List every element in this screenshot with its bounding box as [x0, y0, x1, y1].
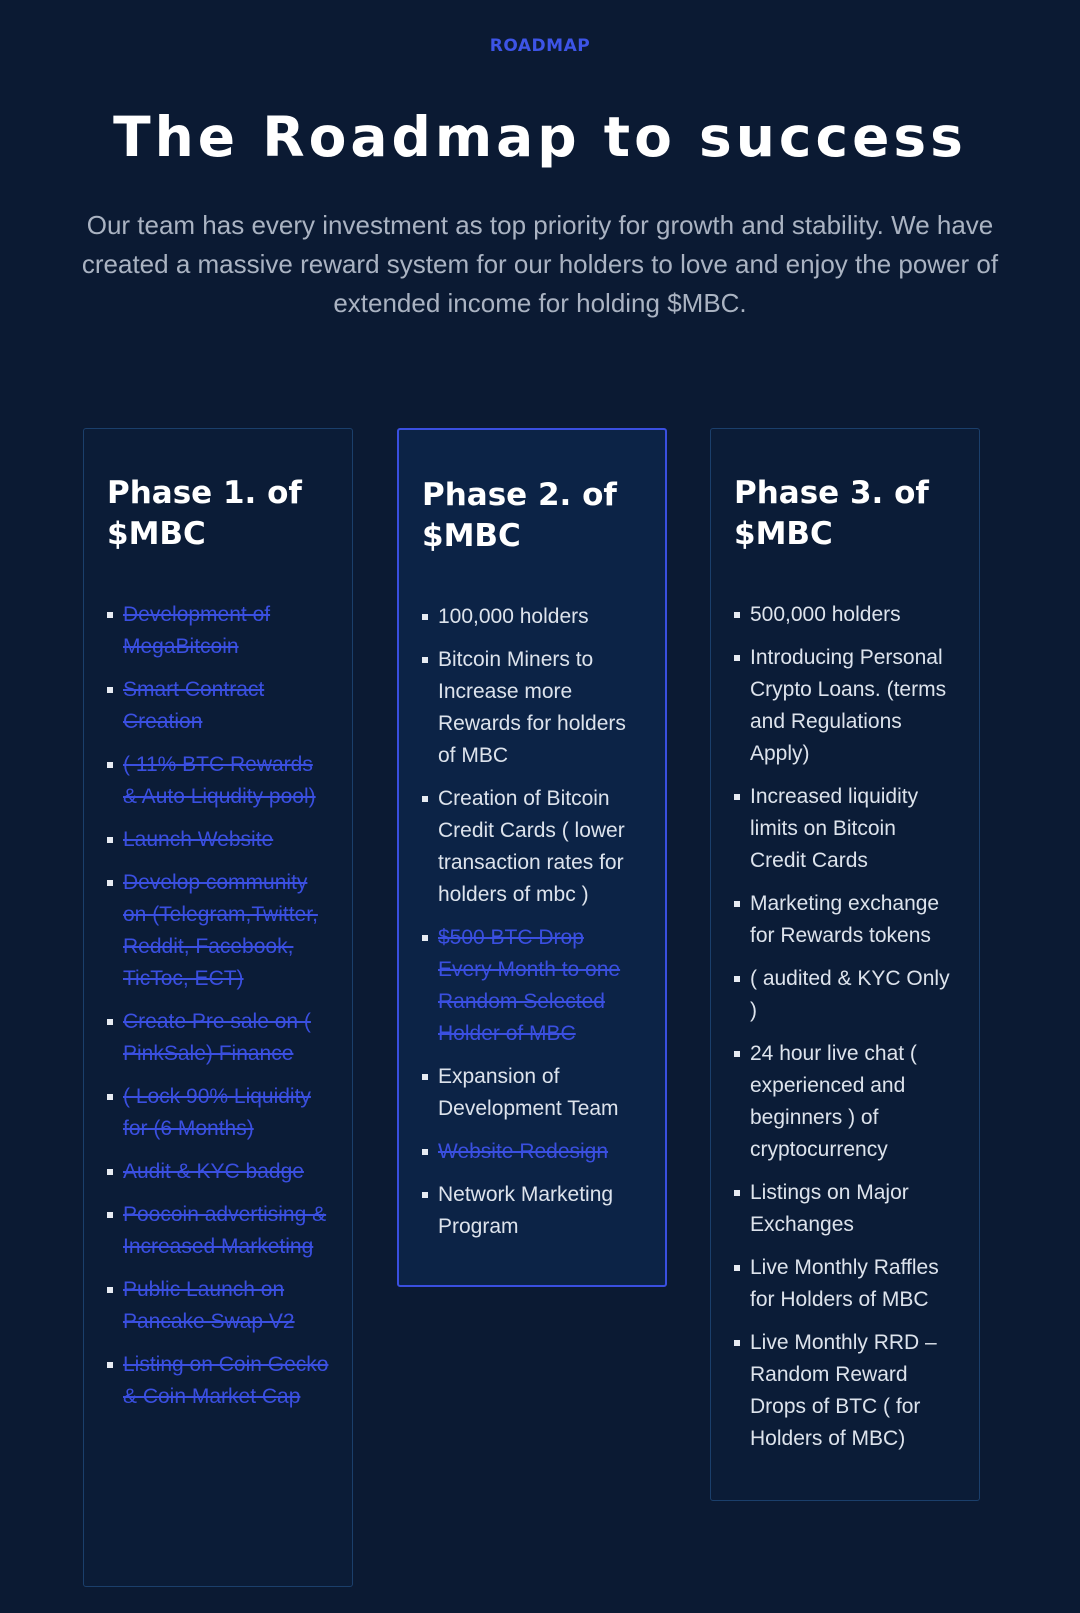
roadmap-item-text: Live Monthly Raffles for Holders of MBC — [750, 1256, 939, 1311]
square-bullet-icon — [107, 1212, 113, 1218]
roadmap-item-text: Bitcoin Miners to Increase more Rewards for holders of MBC — [438, 648, 626, 767]
square-bullet-icon — [107, 762, 113, 768]
roadmap-item-text: Poocoin advertising & Increased Marketing — [123, 1203, 327, 1258]
square-bullet-icon — [107, 612, 113, 618]
roadmap-item — [107, 1199, 330, 1263]
roadmap-item — [734, 781, 957, 877]
roadmap-item — [107, 824, 330, 856]
square-bullet-icon — [107, 880, 113, 886]
square-bullet-icon — [422, 935, 428, 941]
square-bullet-icon — [107, 687, 113, 693]
roadmap-item-text: Development of MegaBitcoin — [123, 603, 271, 658]
roadmap-item — [734, 1177, 957, 1241]
roadmap-item — [422, 1179, 643, 1243]
roadmap-item-text: Smart Contract Creation — [123, 678, 265, 733]
roadmap-item — [107, 1274, 330, 1338]
roadmap-item — [107, 1156, 330, 1188]
roadmap-item-text: Listings on Major Exchanges — [750, 1181, 909, 1236]
roadmap-item-text: Website Redesign — [438, 1140, 609, 1163]
roadmap-item — [107, 1349, 330, 1413]
square-bullet-icon — [422, 1074, 428, 1080]
roadmap-item-text: 24 hour live chat ( experienced and beginners ) of cryptocurrency — [750, 1042, 917, 1161]
phase-2-title: Phase 2. of $MBC — [422, 477, 617, 554]
roadmap-item-text: Network Marketing Program — [438, 1183, 614, 1238]
roadmap-item-text: Creation of Bitcoin Credit Cards ( lower transaction rates for holders of mbc ) — [438, 787, 625, 906]
square-bullet-icon — [734, 901, 740, 907]
roadmap-kicker: ROADMAP — [489, 36, 591, 56]
square-bullet-icon — [734, 612, 740, 618]
roadmap-item-text: Audit & KYC badge — [123, 1160, 304, 1183]
roadmap-item-text: ( audited & KYC Only ) — [750, 967, 950, 1022]
square-bullet-icon — [734, 655, 740, 661]
roadmap-item — [734, 1038, 957, 1166]
roadmap-item — [734, 599, 957, 631]
roadmap-headline: The Roadmap to success — [113, 105, 967, 169]
roadmap-item-text: Develop community on (Telegram,Twitter, Reddit, Facebook, TicToc, ECT) — [123, 871, 318, 990]
roadmap-item-text: Create Pre sale on ( PinkSale) Finance — [123, 1010, 311, 1065]
roadmap-item — [734, 888, 957, 952]
square-bullet-icon — [107, 1287, 113, 1293]
roadmap-item-text: ( Lock 90% Liquidity for (6 Months) — [123, 1085, 311, 1140]
roadmap-item — [734, 1327, 957, 1455]
square-bullet-icon — [734, 976, 740, 982]
roadmap-item — [422, 922, 643, 1050]
roadmap-item — [734, 1252, 957, 1316]
phase-3-list — [734, 599, 957, 1455]
roadmap-item — [107, 749, 330, 813]
roadmap-item — [107, 1006, 330, 1070]
square-bullet-icon — [107, 1362, 113, 1368]
roadmap-item-text: ( 11% BTC Rewards & Auto Liqudity pool) — [123, 753, 316, 808]
roadmap-item-text: Launch Website — [123, 828, 274, 851]
roadmap-item-text: 100,000 holders — [438, 605, 589, 628]
square-bullet-icon — [422, 1149, 428, 1155]
roadmap-intro: Our team has every investment as top priority for growth and stability. We have created a massive reward system for our holders to love and enjoy the power of extended income for holding $MBC. — [81, 210, 999, 318]
phase-3-card — [710, 428, 980, 1501]
roadmap-item — [734, 963, 957, 1027]
square-bullet-icon — [422, 796, 428, 802]
roadmap-item — [107, 1081, 330, 1145]
square-bullet-icon — [107, 1094, 113, 1100]
roadmap-item — [107, 599, 330, 663]
square-bullet-icon — [422, 1192, 428, 1198]
square-bullet-icon — [107, 1019, 113, 1025]
square-bullet-icon — [107, 837, 113, 843]
roadmap-item — [422, 1061, 643, 1125]
roadmap-item — [107, 674, 330, 738]
square-bullet-icon — [422, 657, 428, 663]
roadmap-item — [107, 867, 330, 995]
phase-1-card — [83, 428, 353, 1587]
roadmap-item — [734, 642, 957, 770]
roadmap-item — [422, 644, 643, 772]
square-bullet-icon — [422, 614, 428, 620]
roadmap-item-text: Introducing Personal Crypto Loans. (terms and Regulations Apply) — [750, 646, 947, 765]
roadmap-item-text: Marketing exchange for Rewards tokens — [750, 892, 940, 947]
roadmap-item-text: Listing on Coin Gecko & Coin Market Cap — [123, 1353, 329, 1408]
roadmap-item-text: 500,000 holders — [750, 603, 901, 626]
phase-1-title: Phase 1. of $MBC — [107, 475, 302, 552]
roadmap-item-text: Expansion of Development Team — [438, 1065, 619, 1120]
square-bullet-icon — [734, 1265, 740, 1271]
phase-3-title: Phase 3. of $MBC — [734, 475, 929, 552]
phase-2-card — [397, 428, 667, 1287]
roadmap-item — [422, 783, 643, 911]
roadmap-item-text: Increased liquidity limits on Bitcoin Credit Cards — [750, 785, 919, 872]
phase-2-list — [422, 601, 643, 1243]
square-bullet-icon — [107, 1169, 113, 1175]
phase-1-list — [107, 599, 330, 1413]
roadmap-item — [422, 601, 643, 633]
square-bullet-icon — [734, 1340, 740, 1346]
roadmap-item-text: $500 BTC Drop Every Month to one Random Selected Holder of MBC — [438, 926, 621, 1045]
square-bullet-icon — [734, 794, 740, 800]
roadmap-item-text: Public Launch on Pancake Swap V2 — [123, 1278, 295, 1333]
roadmap-item-text: Live Monthly RRD – Random Reward Drops of BTC ( for Holders of MBC) — [750, 1331, 937, 1450]
square-bullet-icon — [734, 1051, 740, 1057]
square-bullet-icon — [734, 1190, 740, 1196]
roadmap-item — [422, 1136, 643, 1168]
